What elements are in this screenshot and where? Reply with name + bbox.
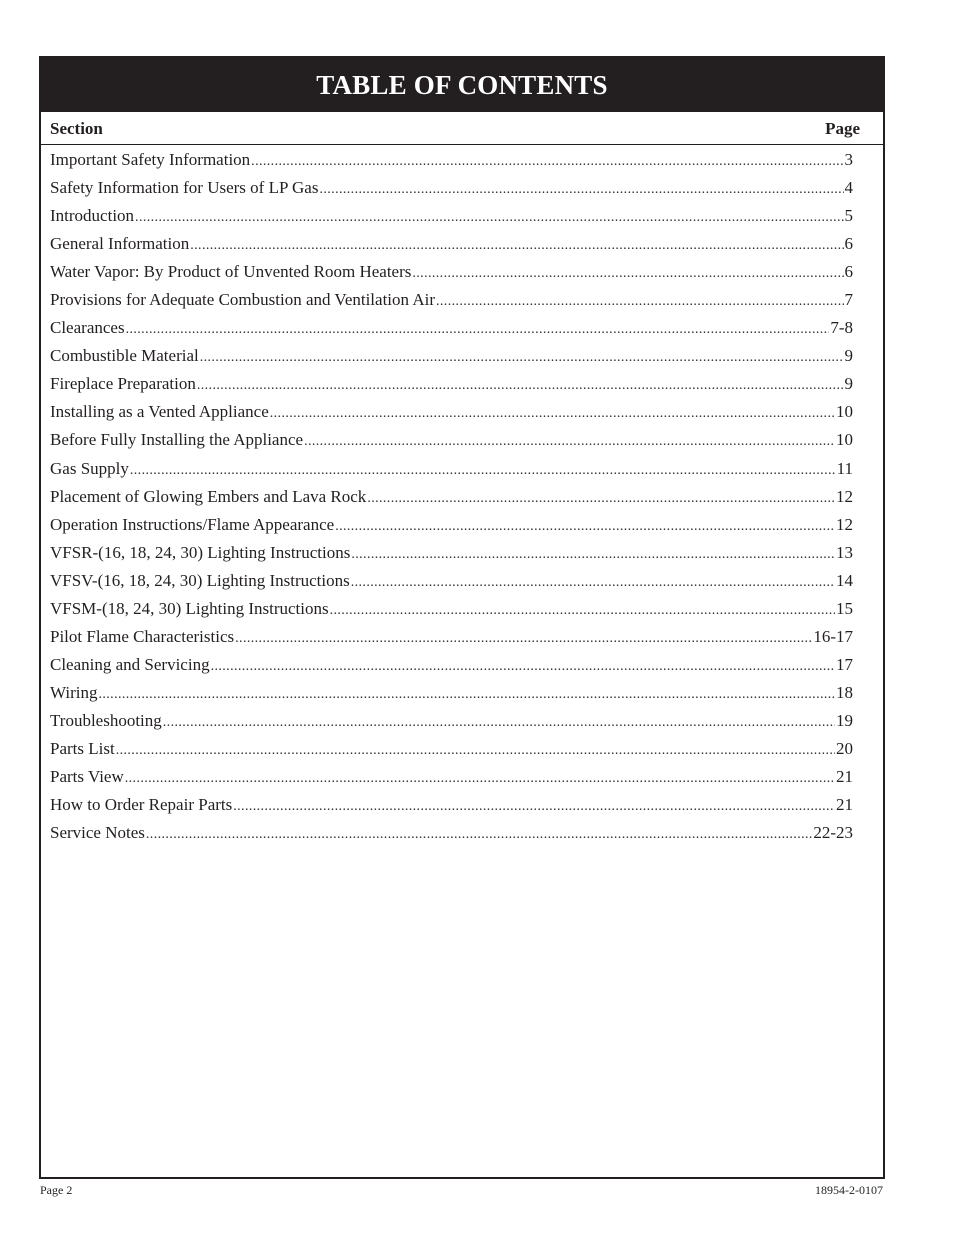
toc-entry[interactable] <box>50 735 853 763</box>
toc-entry-title: Wiring <box>50 682 98 702</box>
toc-entry[interactable] <box>50 202 853 230</box>
toc-entry-title: Parts List <box>50 738 115 758</box>
dot-leader <box>200 344 844 372</box>
toc-entry[interactable] <box>50 567 853 595</box>
toc-entry[interactable] <box>50 539 853 567</box>
toc-entry-title: Fireplace Preparation <box>50 374 196 394</box>
toc-entry-title: Safety Information for Users of LP Gas <box>50 178 319 198</box>
dot-leader <box>351 569 835 597</box>
toc-entry-page: 16-17 <box>813 626 853 646</box>
toc-entry-title: Cleaning and Servicing <box>50 654 210 674</box>
dot-leader <box>235 625 812 653</box>
footer-page-number: Page 2 <box>40 1183 73 1197</box>
dot-leader <box>319 176 843 204</box>
column-header-row <box>50 119 860 139</box>
dot-leader <box>163 709 835 737</box>
dot-leader <box>335 513 835 541</box>
toc-entry-title: Provisions for Adequate Combustion and Ventilation Air <box>50 290 435 310</box>
toc-entry-page: 14 <box>836 570 853 590</box>
toc-entry-title: Water Vapor: By Product of Unvented Room Heaters <box>50 262 412 282</box>
footer-document-number: 18954-2-0107 <box>815 1183 883 1197</box>
section-column-header: Section <box>50 119 103 138</box>
toc-entry-title: Gas Supply <box>50 458 129 478</box>
toc-entry-title: How to Order Repair Parts <box>50 795 233 815</box>
page-column-header: Page <box>825 119 860 138</box>
dot-leader <box>211 653 835 681</box>
toc-entry-page: 12 <box>836 514 853 534</box>
dot-leader <box>116 737 835 765</box>
toc-entry-page: 4 <box>844 178 853 198</box>
toc-entry-page: 17 <box>836 654 853 674</box>
toc-entry[interactable] <box>50 623 853 651</box>
dot-leader <box>251 148 843 176</box>
toc-entry[interactable] <box>50 763 853 791</box>
toc-entry[interactable] <box>50 426 853 454</box>
toc-entry[interactable] <box>50 314 853 342</box>
toc-entry-page: 21 <box>836 795 853 815</box>
dot-leader <box>197 372 844 400</box>
toc-entry[interactable] <box>50 511 853 539</box>
toc-entry[interactable] <box>50 679 853 707</box>
toc-entry-title: Combustible Material <box>50 346 199 366</box>
toc-entry[interactable] <box>50 230 853 258</box>
toc-entry-title: VFSV-(16, 18, 24, 30) Lighting Instructions <box>50 570 350 590</box>
toc-entry-page: 6 <box>844 234 853 254</box>
header-divider <box>41 144 883 145</box>
dot-leader <box>330 597 835 625</box>
toc-entry[interactable] <box>50 595 853 623</box>
dot-leader <box>130 457 836 485</box>
toc-entry-title: VFSM-(18, 24, 30) Lighting Instructions <box>50 598 329 618</box>
toc-entry[interactable] <box>50 398 853 426</box>
toc-entry-title: Before Fully Installing the Appliance <box>50 430 304 450</box>
toc-entry-page: 13 <box>836 542 853 562</box>
toc-entry-title: Operation Instructions/Flame Appearance <box>50 514 335 534</box>
toc-entry-page: 5 <box>844 206 853 226</box>
toc-entry-page: 12 <box>836 486 853 506</box>
dot-leader <box>304 428 835 456</box>
toc-entry-title: Clearances <box>50 318 125 338</box>
toc-entry-page: 9 <box>844 374 853 394</box>
toc-entry-title: Service Notes <box>50 823 145 843</box>
page-title: TABLE OF CONTENTS <box>41 58 883 112</box>
toc-entry-page: 22-23 <box>813 823 853 843</box>
dot-leader <box>233 793 835 821</box>
toc-entry-title: Pilot Flame Characteristics <box>50 626 235 646</box>
toc-entry-page: 10 <box>836 402 853 422</box>
toc-entry-page: 18 <box>836 682 853 702</box>
toc-entry-page: 19 <box>836 710 853 730</box>
dot-leader <box>190 232 843 260</box>
dot-leader <box>125 765 835 793</box>
dot-leader <box>412 260 843 288</box>
toc-entry-title: Important Safety Information <box>50 150 251 169</box>
toc-entry[interactable] <box>50 483 853 511</box>
toc-entry-page: 10 <box>836 430 853 450</box>
toc-entry-page: 15 <box>836 598 853 618</box>
toc-entry-title: Installing as a Vented Appliance <box>50 402 269 422</box>
toc-entry-page: 11 <box>836 458 853 478</box>
dot-leader <box>367 485 835 513</box>
toc-entry-title: VFSR-(16, 18, 24, 30) Lighting Instructions <box>50 542 351 562</box>
toc-entry[interactable] <box>50 707 853 735</box>
toc-entry-page: 3 <box>844 150 853 169</box>
toc-list <box>50 146 853 847</box>
toc-entry[interactable] <box>50 455 853 483</box>
toc-entry[interactable] <box>50 146 853 174</box>
dot-leader <box>146 821 812 849</box>
toc-entry[interactable] <box>50 174 853 202</box>
toc-entry[interactable] <box>50 651 853 679</box>
dot-leader <box>436 288 844 316</box>
toc-entry[interactable] <box>50 258 853 286</box>
toc-entry-page: 20 <box>836 738 853 758</box>
toc-entry-title: Placement of Glowing Embers and Lava Rock <box>50 486 367 506</box>
dot-leader <box>98 681 835 709</box>
toc-entry-page: 7 <box>844 290 853 310</box>
toc-entry-title: General Information <box>50 234 190 254</box>
dot-leader <box>270 400 835 428</box>
toc-entry-title: Troubleshooting <box>50 710 162 730</box>
toc-entry-title: Parts View <box>50 767 124 787</box>
toc-entry[interactable] <box>50 791 853 819</box>
dot-leader <box>135 204 843 232</box>
toc-entry[interactable] <box>50 819 853 847</box>
dot-leader <box>351 541 835 569</box>
toc-frame <box>39 56 885 1179</box>
toc-entry-page: 6 <box>844 262 853 282</box>
toc-entry-title: Introduction <box>50 206 135 226</box>
toc-entry-page: 9 <box>844 346 853 366</box>
toc-entry[interactable] <box>50 286 853 314</box>
toc-entry-page: 21 <box>836 767 853 787</box>
dot-leader <box>126 316 830 344</box>
toc-entry[interactable] <box>50 342 853 370</box>
toc-entry[interactable] <box>50 370 853 398</box>
toc-entry-page: 7-8 <box>830 318 853 338</box>
